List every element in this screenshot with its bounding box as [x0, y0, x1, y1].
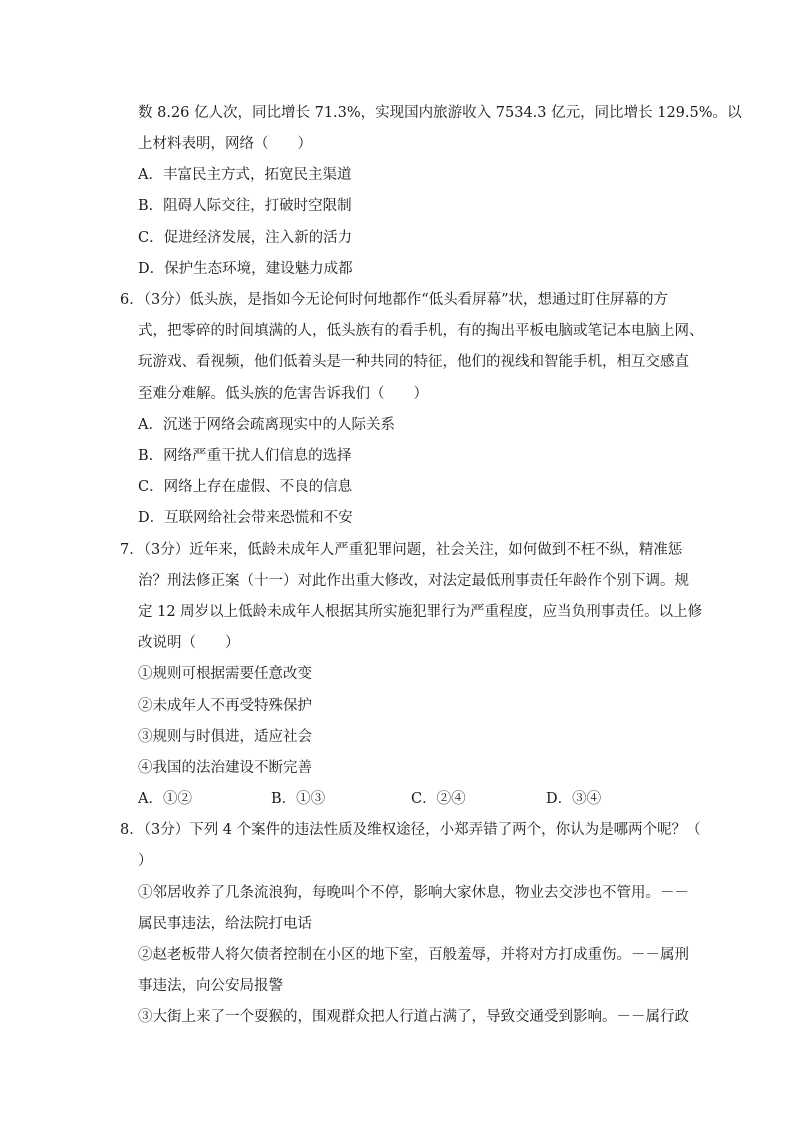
- q8-case-2-line-1: ②赵老板带人将欠债者控制在小区的地下室，百般羞辱，并将对方打成重伤。－－属刑: [138, 947, 689, 963]
- q8-case-3-line-1: ③大街上来了一个耍猴的，围观群众把人行道占满了，导致交通受到影响。－－属行政: [138, 1009, 689, 1025]
- q7-stem-line-3: 定 12 周岁以上低龄未成年人根据其所实施犯罪行为严重程度，应当负刑事责任。以上修: [138, 604, 703, 620]
- q6-option-d[interactable]: D．互联网给社会带来恐慌和不安: [138, 510, 353, 526]
- q7-statement-3: ③规则与时俱进，适应社会: [138, 729, 312, 745]
- q7-stem-line-1: 7．（3分）近年来，低龄未成年人严重犯罪问题，社会关注，如何做到不枉不纵，精准惩: [120, 542, 683, 558]
- q6-stem-line-4: 至难分难解。低头族的危害告诉我们（ ）: [138, 386, 428, 402]
- q8-case-2-line-2: 事违法，向公安局报警: [138, 978, 283, 994]
- q7-choice-c[interactable]: C．②④: [411, 791, 466, 807]
- q7-choice-b[interactable]: B．①③: [271, 791, 326, 807]
- q7-stem-line-2: 治？刑法修正案（十一）对此作出重大修改，对法定最低刑事责任年龄作个别下调。规: [138, 573, 689, 589]
- q5-option-c[interactable]: C．促进经济发展，注入新的活力: [138, 230, 353, 246]
- q7-statement-2: ②未成年人不再受特殊保护: [138, 698, 312, 714]
- q6-stem-line-3: 玩游戏、看视频，他们低着头是一种共同的特征，他们的视线和智能手机，相互交感直: [138, 354, 689, 370]
- q6-option-b[interactable]: B．网络严重干扰人们信息的选择: [138, 448, 352, 464]
- q5-option-d[interactable]: D．保护生态环境，建设魅力成都: [138, 261, 353, 277]
- q7-stem-line-4: 改说明（ ）: [138, 635, 240, 651]
- q7-choice-d[interactable]: D．③④: [546, 791, 602, 807]
- q8-case-1-line-2: 属民事违法，给法院打电话: [138, 916, 312, 932]
- q7-choice-a[interactable]: A．①②: [138, 791, 192, 807]
- q8-stem-line-1: 8．（3分）下列 4 个案件的违法性质及维权途径，小郑弄错了两个，你认为是哪两个呢？（: [120, 822, 701, 838]
- q7-statement-1: ①规则可根据需要任意改变: [138, 666, 312, 682]
- q8-stem-line-2: ）: [138, 853, 153, 869]
- q8-case-1-line-1: ①邻居收养了几条流浪狗，每晚叫个不停，影响大家休息，物业去交涉也不管用。－－: [138, 885, 689, 901]
- q5-stem-line-2: 上材料表明，网络（ ）: [138, 136, 312, 152]
- q5-option-b[interactable]: B．阻碍人际交往，打破时空限制: [138, 198, 352, 214]
- q7-statement-4: ④我国的法治建设不断完善: [138, 760, 312, 776]
- q6-stem-line-1: 6．（3分）低头族，是指如今无论何时何地都作“低头看屏幕”状，想通过盯住屏幕的方: [120, 292, 669, 308]
- q5-stem-line-1: 数 8.26 亿人次，同比增长 71.3%，实现国内旅游收入 7534.3 亿元，同比增长 129.5%。以: [138, 105, 742, 121]
- q6-option-c[interactable]: C．网络上存在虚假、不良的信息: [138, 479, 353, 495]
- q5-option-a[interactable]: A．丰富民主方式，拓宽民主渠道: [138, 167, 352, 183]
- q6-option-a[interactable]: A．沉迷于网络会疏离现实中的人际关系: [138, 417, 395, 433]
- q6-stem-line-2: 式，把零碎的时间填满的人，低头族有的看手机，有的掏出平板电脑或笔记本电脑上网、: [138, 323, 704, 339]
